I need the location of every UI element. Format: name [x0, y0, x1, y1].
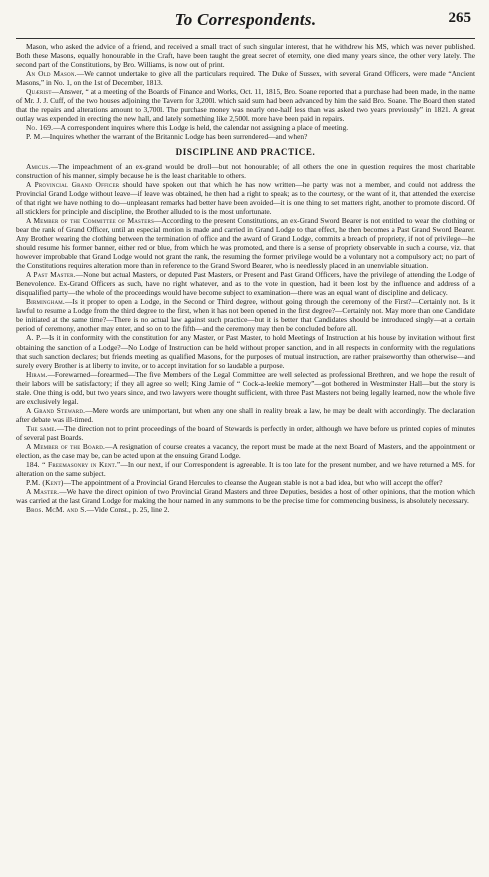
paragraph-text: —Answer, “ at a meeting of the Boards of Finance and Works, Oct. 11, 1815, Bro. Soane reported that a purchase had been made, in the name of Mr. J. J. Cuff, of the two houses adjoining the Tavern for 3,200l. which said sum had been advanced by him the said Bro. Soane. The Board then stated that the repairs and alterations amount to 3,700l. The purchase money was nearly one-half less than was asked two years previously” in 1821. A great outlay was expended in erecting the new hall, and lately something like 2,500l. more have been paid in repairs. — [16, 87, 475, 124]
paragraph — [16, 123, 475, 132]
paragraph-lead: Quærist — [26, 87, 52, 97]
paragraph-text: —Vide Const., p. 25, line 2. — [86, 505, 170, 515]
paragraph — [16, 180, 475, 216]
paragraph — [16, 162, 475, 180]
section-title: DISCIPLINE AND PRACTICE. — [175, 146, 316, 157]
paragraph — [16, 216, 475, 270]
running-title: To Correspondents. — [174, 10, 317, 29]
paragraph-text: —Mere words are unimportant, but when any one shall in reality break a law, he may be dealt with accordingly. The declaration after debate was ill-timed. — [16, 405, 475, 424]
section-notes — [16, 42, 475, 142]
paragraph — [16, 424, 475, 442]
paragraph-lead: A Grand Steward. — [26, 405, 86, 415]
paragraph — [16, 297, 475, 333]
paragraph-text: should have spoken out that which he has now written—he party was not a member, and could not address the Provincial Grand Lodge without leave—if leave was obtained, he then had a right to speak; as to the courtesy, or the want of it, that attended the exercise of that right we have nothing to do—unpleasant remarks had better have been avoided—it is one thing to set matters right, another to promote discord. Of all sticklers for principle and discipline, the Brother alluded to is the most unfortunate. — [16, 179, 475, 216]
paragraph-text: —Forewarned—forearmed—The five Members of the Legal Committee are well selected as professional Brethren, and we hope the result of their labors will be satisfactory; if they all agree so well; King Jamie of “ Cock-a-leekie memory”—got bothered in Westminster Hall—but the story is stale. One thing is odd, but two years since, and two lawyers were thought sufficient, with three Past Masters not being legally learned, now the whole five are exclusively legal. — [16, 369, 475, 406]
paragraph-lead: A Master. — [26, 487, 60, 497]
paragraph-text: —The appointment of a Provincial Grand Hercules to cleanse the Augean stable is not a bad idea, but who will accept the offer? — [63, 478, 443, 488]
paragraph-text: Mason, who asked the advice of a friend, and received a small tract of such singular interest, that he withdrew his MS, which was never published. Both these Masons, equally honourable in the Craft, have been taught the great secret of eternity, one died many years since, the other very lately. The second part of the Constitutions, by Bro. Williams, is now out of print. — [16, 42, 475, 70]
paragraph-lead: No. 169. — [26, 123, 54, 133]
paragraph-text: —Is it in conformity with the constitution for any Master, or Past Master, to hold Meetings of Instruction at his house by invitation without first obtaining the sanction of a Lodge?—No Lodge of Instruction can be held without proper sanction, and in all respects in conformity with the regulations that such sanction declares; but friends meeting as qualified Masons, for the purposes of mutual instruction, are rather praiseworthy than otherwise—and surely every Brother is at liberty to invite, or to accept invitation for so laudable a purpose. — [16, 333, 476, 370]
paragraph-lead: Hiram. — [26, 369, 48, 379]
paragraph-text: —In our next, if our Correspondent is agreeable. It is too late for the present number, and we have returned a MS. for alteration on the same subject. — [16, 460, 476, 479]
paragraph-lead: Amicus. — [26, 161, 51, 171]
correspondents-notes — [16, 42, 475, 514]
paragraph — [16, 132, 475, 141]
paragraph-text: —A resignation of course creates a vacancy, the report must be made at the next Board of Masters, and the appointment or election, as the case may be, can be acted upon at the ensuing Grand Lodge. — [16, 442, 475, 461]
header-rule — [16, 38, 475, 39]
paragraph-text: —The direction not to print proceedings of the board of Stewards is perfectly in order, although we have before us printed copies of minutes of several past Boards. — [16, 423, 475, 442]
paragraph-lead: 184. “ Freemasonry in Kent.” — [26, 460, 121, 470]
paragraph-text: —According to the present Constitutions, an ex-Grand Sword Bearer is not entitled to wear the clothing or bear the rank of Grand Officer, until an especial motion is made and carried in Grand Lodge to that effect, he then becomes a Past Grand Sword Bearer. Any Brother wearing the clothing between the termination of office and the award of Grand Lodge, commits a breach of propriety, if not of privilege—he should resume his former banner, either red or blue, from which he was promoted, and there is a sense of propriety observable in such a course, viz. that however improbable that Grand Lodge would not grant the rank, the resuming the former privilege would be a voluntary not a compulsory act; no part of the Constitutions requires alteration more than in reference to the Grand Sword Bearer, who is needlessly placed in an unenviable situation. — [16, 215, 476, 271]
section-discipline — [16, 162, 475, 515]
paragraph — [16, 487, 475, 505]
paragraph-text: —The impeachment of an ex-grand would be droll—but not honourable; of all others the one in question requires the most charitable construction of his manner, simply because he is the least charitable to others. — [16, 161, 475, 180]
paragraph-lead: A Member of the Board. — [26, 442, 106, 452]
paragraph — [16, 87, 475, 123]
paragraph — [16, 42, 475, 69]
paragraph — [16, 370, 475, 406]
paragraph-lead: P. M. — [26, 132, 43, 142]
paragraph — [16, 460, 475, 478]
page-number: 265 — [448, 10, 471, 26]
paragraph-text: —A correspondent inquires where this Lodge is held, the calendar not assigning a place of meeting. — [53, 123, 349, 133]
paragraph — [16, 406, 475, 424]
paragraph — [16, 69, 475, 87]
paragraph-text: —We cannot undertake to give all the particulars required. The Duke of Sussex, with several Grand Officers, were made “Ancient Masons,” in No. 1, on the 1st of December, 1813. — [16, 69, 475, 88]
paragraph-lead: Birmingham. — [26, 297, 65, 307]
paragraph-text: —Is it proper to open a Lodge, in the Second or Third degree, without going through the ceremony of the First?—Certainly not. Is it lawful to resume a Lodge from the third degree to the first, when it has not been opened in the first degree?—Certainly not. May more than one Candidate be initiated at the same time?—There is no actual law against such practice—but it is better that Candidates should be introduced singly—at a certain period of ceremony, another may enter, and so on to the fifth—and the ceremony may then be concluded before all. — [16, 297, 475, 334]
paragraph — [16, 270, 475, 297]
paragraph-lead: A Member of the Committee of Masters — [26, 215, 155, 225]
page-header — [16, 6, 475, 36]
paragraph-lead: The same. — [26, 423, 57, 433]
paragraph-lead: A. P. — [26, 333, 42, 343]
paragraph-text: —We have the direct opinion of two Provincial Grand Masters and three Deputies, besides a host of other opinions, that the motion which was carried at the last Grand Lodge for making the hour named in any summons to be the precise time for commencing business, is absolutely necessary. — [16, 487, 475, 506]
paragraph-lead: A Past Master. — [26, 270, 76, 280]
paragraph — [16, 478, 475, 487]
paragraph-lead: Bros. McM. and S. — [26, 505, 87, 515]
paragraph-lead: An Old Mason. — [26, 69, 77, 79]
paragraph-text: —None but actual Masters, or deputed Past Masters, or Present and Past Grand Officers, have the privilege of attending the Lodge of Benevolence. Ex-Grand Officers as such, have no right whatever, and as to the vote in question, had it been lost by the influence and address of a disqualified party—the whole of the proceedings would have become subject to examination—there was an equal want of discipline and delicacy. — [16, 270, 475, 298]
paragraph-lead: P.M. (Kent) — [26, 478, 64, 488]
paragraph — [16, 442, 475, 460]
paragraph — [16, 333, 475, 369]
paragraph — [16, 505, 475, 514]
paragraph-text: —Inquires whether the warrant of the Britannic Lodge has been surrendered—and when? — [42, 132, 308, 142]
paragraph-lead: A Provincial Grand Officer — [26, 179, 120, 189]
